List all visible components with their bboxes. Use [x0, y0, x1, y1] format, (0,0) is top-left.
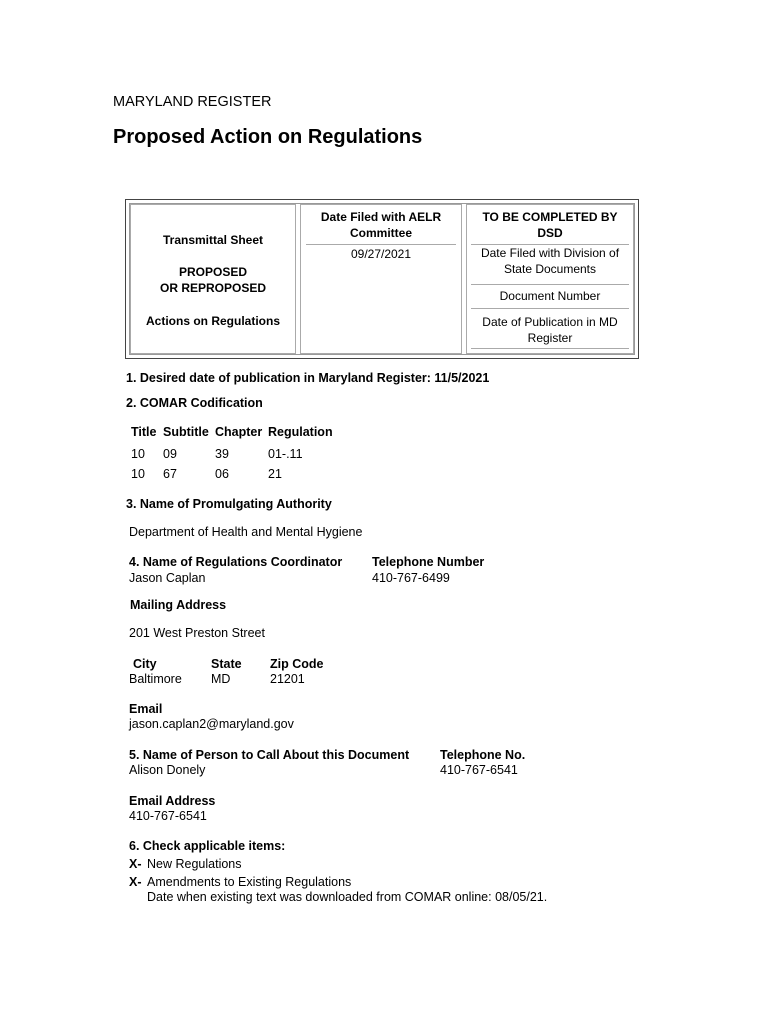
- col-regulation-header: Regulation: [268, 425, 333, 439]
- desired-publication-date: 1. Desired date of publication in Maryland Register: 11/5/2021: [126, 371, 490, 385]
- publication-name: MARYLAND REGISTER: [113, 94, 272, 110]
- new-regulations-item: New Regulations: [147, 857, 242, 871]
- coordinator-name: Jason Caplan: [129, 571, 206, 585]
- dsd-divider-1: [471, 244, 629, 245]
- actions-label: Actions on Regulations: [145, 314, 280, 328]
- dsd-divider-4: [471, 348, 629, 349]
- proposed-label: PROPOSED: [178, 265, 247, 279]
- coordinator-phone-label: Telephone Number: [372, 555, 485, 569]
- contact-person-name: Alison Donely: [129, 763, 206, 777]
- zip-label: Zip Code: [270, 657, 324, 671]
- table-cell: 21: [268, 467, 282, 481]
- table-cell: 67: [163, 467, 177, 481]
- comar-codification-label: 2. COMAR Codification: [126, 396, 263, 410]
- table-cell: 06: [215, 467, 229, 481]
- table-cell: 10: [131, 447, 145, 461]
- transmittal-sheet-label: Transmittal Sheet: [162, 233, 264, 247]
- state-value: MD: [211, 672, 231, 686]
- dsd-heading-line2: DSD: [537, 226, 563, 240]
- col-subtitle-header: Subtitle: [163, 425, 209, 439]
- coordinator-label: 4. Name of Regulations Coordinator: [129, 555, 343, 569]
- reproposed-label: OR REPROPOSED: [159, 281, 267, 295]
- col-chapter-header: Chapter: [215, 425, 263, 439]
- aelr-heading-line2: Committee: [349, 226, 412, 240]
- mailing-address-label: Mailing Address: [130, 598, 227, 612]
- dsd-divider-3: [471, 308, 629, 309]
- contact-phone: 410-767-6541: [440, 763, 518, 777]
- applicable-items-label: 6. Check applicable items:: [129, 839, 286, 853]
- page-title: Proposed Action on Regulations: [113, 126, 423, 148]
- email-value: jason.caplan2@maryland.gov: [129, 717, 294, 731]
- promulgating-authority-value: Department of Health and Mental Hygiene: [129, 525, 363, 539]
- table-cell: 10: [131, 467, 145, 481]
- coordinator-phone: 410-767-6499: [372, 571, 450, 585]
- download-date-note: Date when existing text was downloaded from COMAR online: 08/05/21.: [147, 890, 548, 904]
- checked-mark: X-: [129, 857, 142, 871]
- dsd-date-filed-line1: Date Filed with Division of: [480, 246, 620, 260]
- dsd-heading-line1: TO BE COMPLETED BY: [482, 210, 618, 224]
- email-label: Email: [129, 702, 163, 716]
- aelr-divider: [306, 244, 456, 245]
- dsd-document-number: Document Number: [499, 289, 601, 303]
- zip-value: 21201: [270, 672, 305, 686]
- table-cell: 09: [163, 447, 177, 461]
- city-label: City: [133, 657, 157, 671]
- contact-email-label: Email Address: [129, 794, 216, 808]
- aelr-date: 09/27/2021: [350, 247, 412, 261]
- col-title-header: Title: [131, 425, 157, 439]
- dsd-publication-line2: Register: [527, 331, 573, 345]
- street-address: 201 West Preston Street: [129, 626, 265, 640]
- contact-person-label: 5. Name of Person to Call About this Document: [129, 748, 410, 762]
- dsd-publication-line1: Date of Publication in MD: [482, 315, 618, 329]
- city-value: Baltimore: [129, 672, 182, 686]
- table-cell: 01-.11: [268, 447, 303, 461]
- state-label: State: [211, 657, 242, 671]
- dsd-divider-2: [471, 284, 629, 285]
- dsd-date-filed-line2: State Documents: [503, 262, 597, 276]
- contact-phone-label: Telephone No.: [440, 748, 526, 762]
- table-cell: 39: [215, 447, 229, 461]
- transmittal-table: [125, 199, 639, 359]
- promulgating-authority-label: 3. Name of Promulgating Authority: [126, 497, 332, 511]
- amendments-item: Amendments to Existing Regulations: [147, 875, 352, 889]
- aelr-heading-line1: Date Filed with AELR: [320, 210, 442, 224]
- checked-mark: X-: [129, 875, 142, 889]
- contact-email-value: 410-767-6541: [129, 809, 207, 823]
